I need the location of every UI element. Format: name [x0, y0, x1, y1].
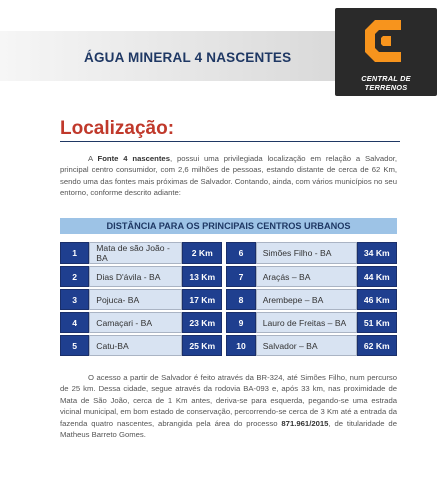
- table-row: [60, 312, 397, 333]
- table-row: [60, 242, 397, 264]
- row-number-right: 10: [226, 335, 255, 356]
- document-title: ÁGUA MINERAL 4 NASCENTES: [84, 50, 292, 65]
- city-name-left: Dias D'ávila - BA: [89, 266, 182, 287]
- table-row: [60, 289, 397, 310]
- city-name-right: Simões Filho - BA: [256, 242, 357, 264]
- intro-pre: A: [88, 154, 98, 163]
- city-name-left: Pojuca- BA: [89, 289, 182, 310]
- logo-text: CENTRAL DE TERRENOS: [361, 74, 411, 92]
- intro-spring-name: Fonte 4 nascentes: [97, 154, 170, 163]
- row-number-right: 6: [226, 242, 255, 264]
- distance-right: 44 Km: [357, 266, 397, 287]
- company-logo: [335, 8, 437, 96]
- city-name-right: Salvador – BA: [256, 335, 357, 356]
- row-number-left: 4: [60, 312, 89, 333]
- distance-right: 51 Km: [357, 312, 397, 333]
- distance-left: 23 Km: [182, 312, 222, 333]
- city-name-right: Arembepe – BA: [256, 289, 357, 310]
- row-number-right: 9: [226, 312, 255, 333]
- row-number-left: 2: [60, 266, 89, 287]
- city-name-left: Mata de são João -BA: [89, 242, 182, 264]
- access-post: , de titularidade de Matheus Barreto Gomes.: [60, 418, 397, 440]
- row-number-right: 8: [226, 289, 255, 310]
- section-title: Localização:: [60, 118, 175, 139]
- table-row: [60, 335, 397, 356]
- table-row: [60, 266, 397, 287]
- logo-c-icon: [361, 14, 405, 68]
- distance-left: 2 Km: [182, 242, 222, 264]
- city-name-right: Araçás – BA: [256, 266, 357, 287]
- distance-left: 25 Km: [182, 335, 222, 356]
- row-number-left: 3: [60, 289, 89, 310]
- access-paragraph: [60, 372, 397, 440]
- distance-right: 62 Km: [357, 335, 397, 356]
- access-process-number: 871.961/2015: [281, 418, 329, 428]
- distance-right: 34 Km: [357, 242, 397, 264]
- distance-left: 17 Km: [182, 289, 222, 310]
- distance-table-title: DISTÂNCIA PARA OS PRINCIPAIS CENTROS URBANOS: [60, 216, 397, 234]
- distance-right: 46 Km: [357, 289, 397, 310]
- city-name-left: Catu-BA: [89, 335, 182, 356]
- section-divider: [60, 141, 400, 142]
- row-number-left: 5: [60, 335, 89, 356]
- intro-post: , possui uma privilegiada localização em relação a Salvador, principal centro consumidor, com 2,6 milhões de pessoas, estando distante de cerca de 62 Km, sendo uma das fontes mais próximas de Salvador. Contando, ainda, com vários municípios no seu entorno, conforme descrito adiante:: [60, 154, 398, 198]
- access-pre: O acesso a partir de Salvador é feito através da BR-324, até Simões Filho, num percurso de 25 km. Dessa cidade, segue através da rodovia BA-093 e, após 33 km, nas proximidade de Mata de São João, cerca de 1 Km antes, deriva-se para esquerda, pegando-se uma estrada vicinal municipal, em bom estado de conservação, percorrendo-se cerca de 3 Km até a entrada da fazenda quatro nascentes, abrangida pela área do processo: [60, 373, 397, 428]
- row-number-right: 7: [226, 266, 255, 287]
- intro-paragraph: [60, 153, 397, 199]
- city-name-left: Camaçari - BA: [89, 312, 182, 333]
- city-name-right: Lauro de Freitas – BA: [256, 312, 357, 333]
- row-number-left: 1: [60, 242, 89, 264]
- distance-left: 13 Km: [182, 266, 222, 287]
- distance-table: [60, 240, 397, 358]
